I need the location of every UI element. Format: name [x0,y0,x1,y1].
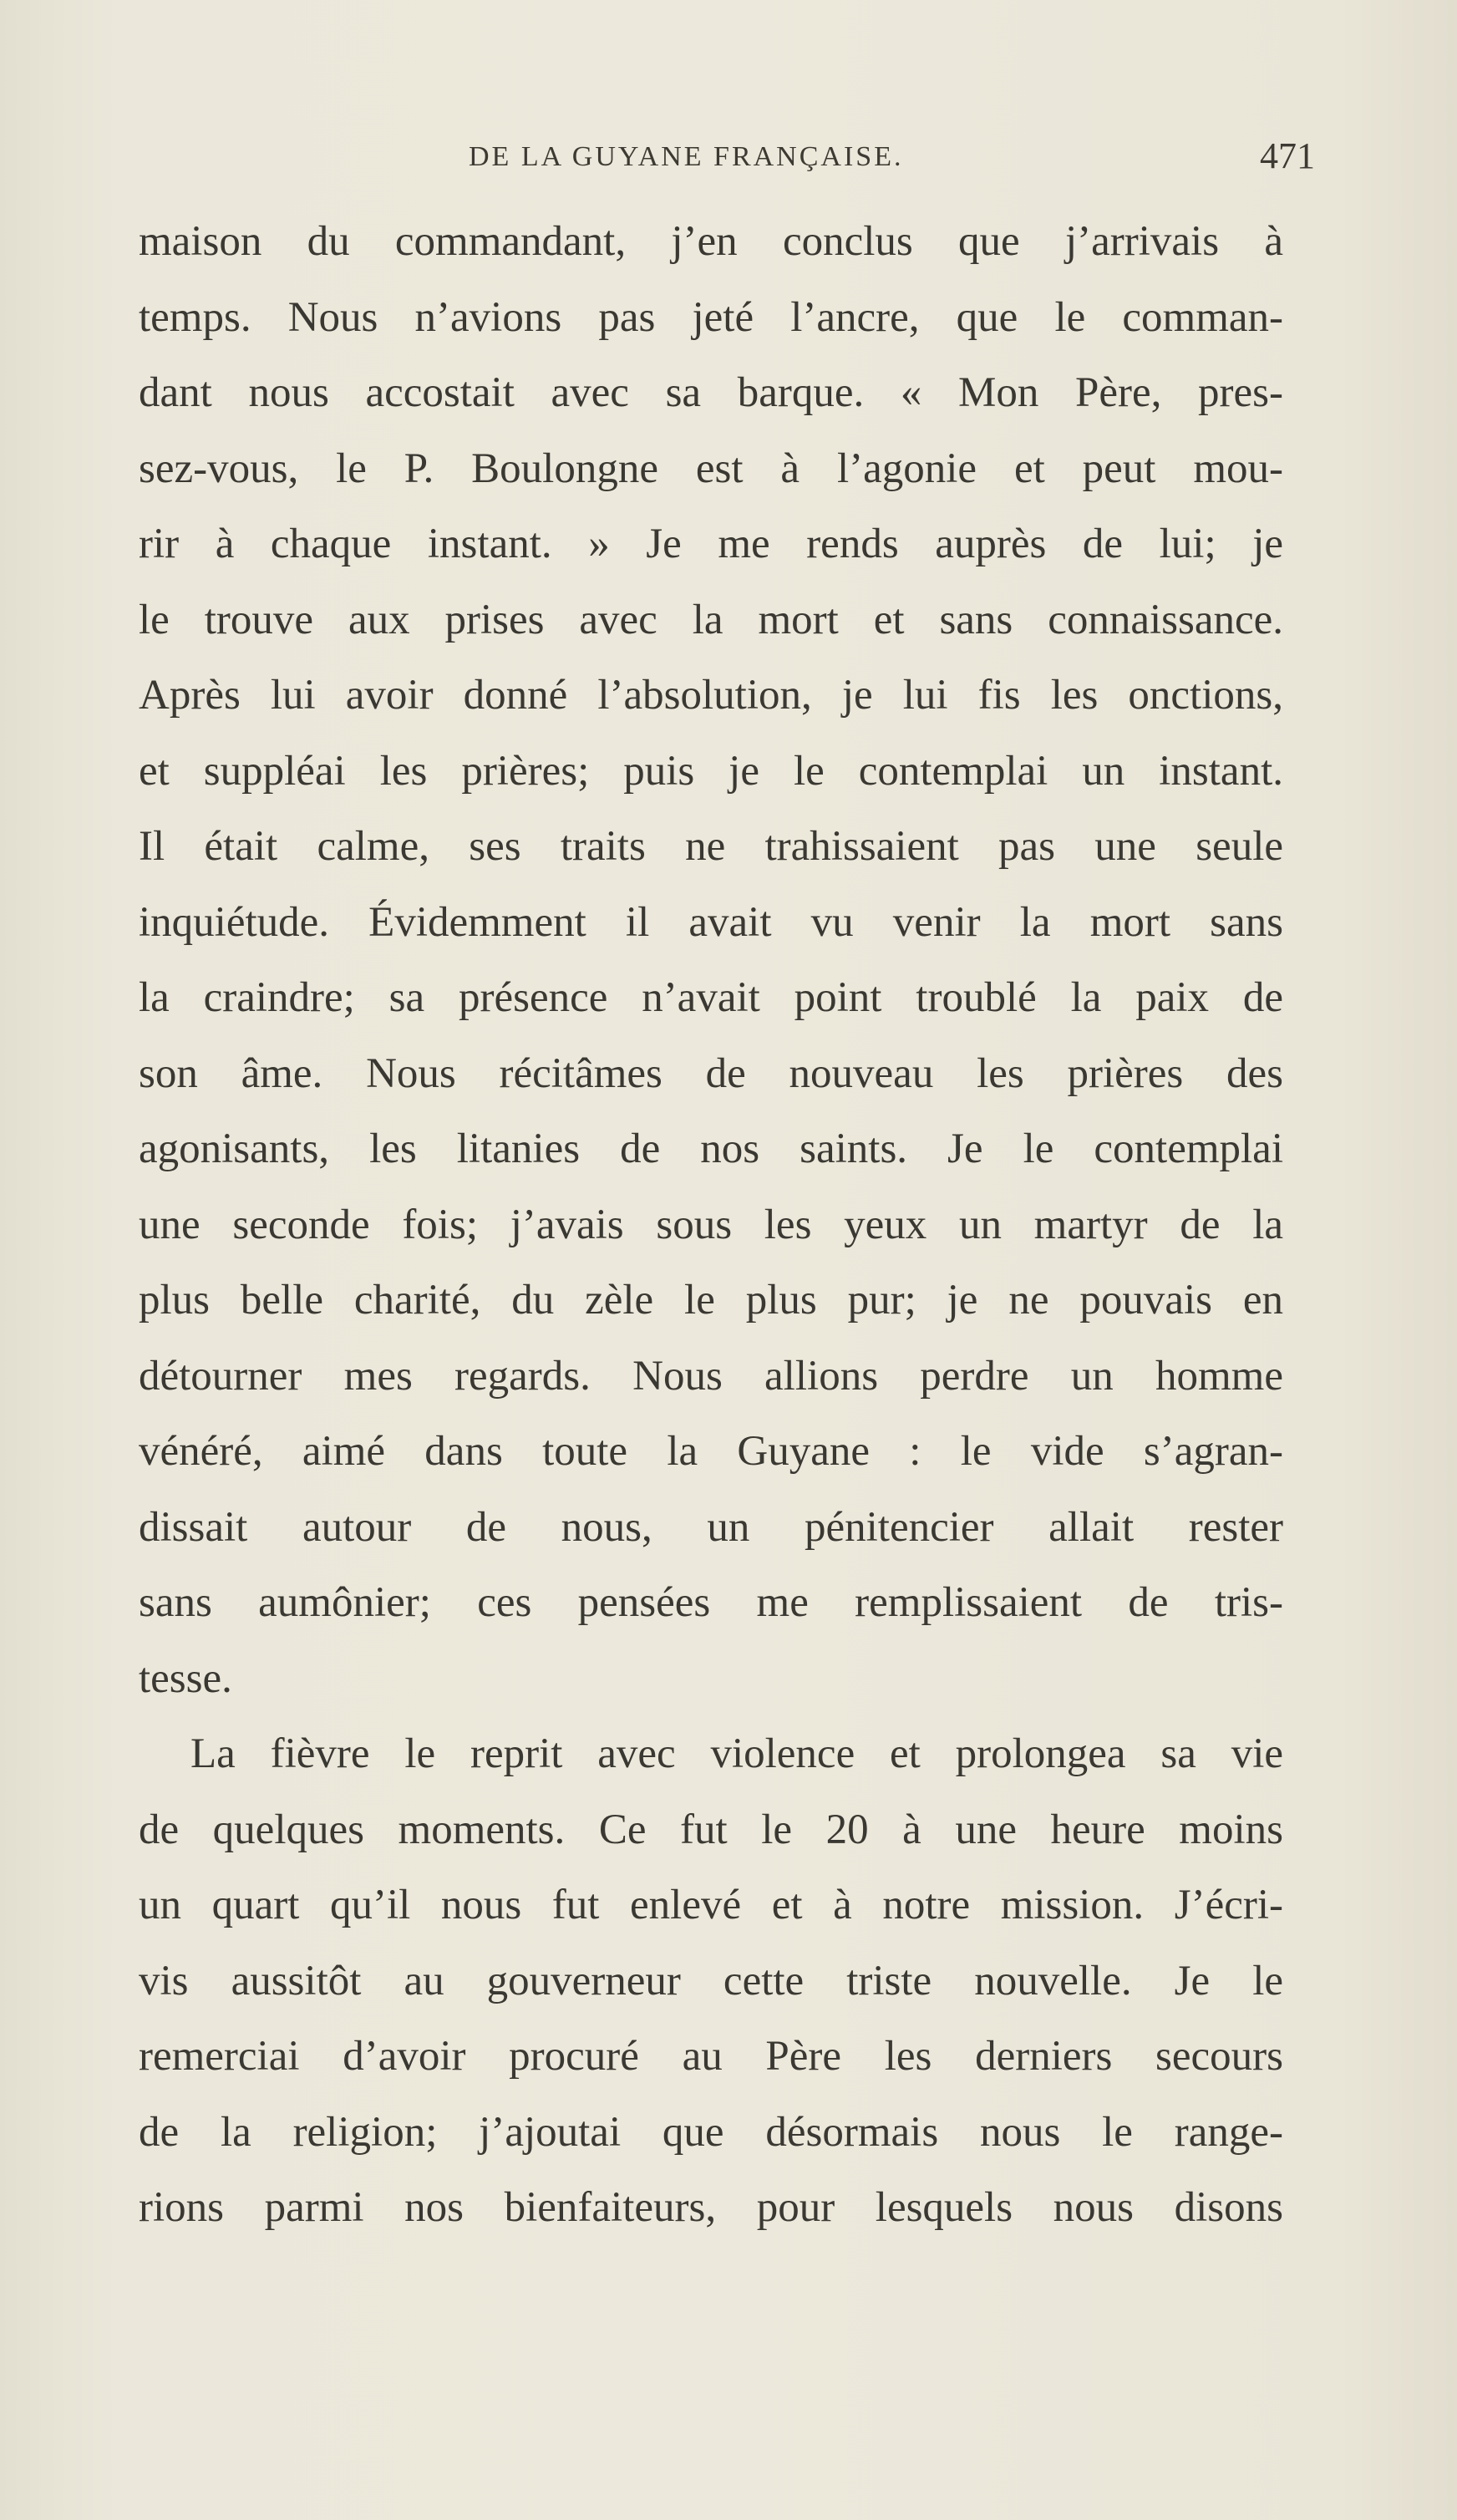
text-line: de la religion; j’ajoutai que désormais nous le range- [139,2108,1283,2156]
text-line: son âme. Nous récitâmes de nouveau les prières des [139,1049,1283,1097]
text-line: rions parmi nos bienfaiteurs, pour lesquels nous disons [139,2184,1283,2231]
text-line: sans aumônier; ces pensées me remplissaient de tris- [139,1579,1283,1626]
text-line: vis aussitôt au gouverneur cette triste nouvelle. Je le [139,1957,1283,2004]
page-number: 471 [1260,135,1315,176]
running-title: DE LA GUYANE FRANÇAISE. [469,141,904,172]
text-line: le trouve aux prises avec la mort et sans connaissance. [139,596,1283,643]
text-line: Il était calme, ses traits ne trahissaient pas une seule [139,823,1283,870]
text-line: remerciai d’avoir procuré au Père les derniers secours [139,2033,1283,2080]
text-line: vénéré, aimé dans toute la Guyane : le vide s’agran- [139,1428,1283,1475]
body-text [139,204,1283,2246]
text-line: maison du commandant, j’en conclus que j’arrivais à [139,218,1283,265]
text-line: La fièvre le reprit avec violence et prolongea sa vie [190,1730,1283,1777]
text-line: la craindre; sa présence n’avait point troublé la paix de [139,974,1283,1021]
text-line: de quelques moments. Ce fut le 20 à une heure moins [139,1806,1283,1853]
text-line: rir à chaque instant. » Je me rends auprès de lui; je [139,521,1283,567]
text-line: dant nous accostait avec sa barque. « Mon Père, pres- [139,369,1283,416]
text-line: Après lui avoir donné l’absolution, je lui fis les onctions, [139,672,1283,719]
text-line: et suppléai les prières; puis je le contemplai un instant. [139,747,1283,795]
text-line: temps. Nous n’avions pas jeté l’ancre, que le comman- [139,293,1283,341]
text-line: détourner mes regards. Nous allions perdre un homme [139,1352,1283,1400]
text-line: sez-vous, le P. Boulongne est à l’agonie et peut mou- [139,445,1283,492]
page-header [139,135,1323,188]
text-line: plus belle charité, du zèle le plus pur; je ne pouvais en [139,1277,1283,1324]
text-line: agonisants, les litanies de nos saints. Je le contemplai [139,1125,1283,1172]
paragraph [139,1716,1283,2246]
text-line: dissait autour de nous, un pénitencier allait rester [139,1503,1283,1551]
text-line: une seconde fois; j’avais sous les yeux un martyr de la [139,1201,1283,1248]
text-line: inquiétude. Évidemment il avait vu venir la mort sans [139,898,1283,946]
text-line: tesse. [139,1654,232,1702]
paragraph [139,204,1283,1716]
text-line: un quart qu’il nous fut enlevé et à notre mission. J’écri- [139,1882,1283,1928]
